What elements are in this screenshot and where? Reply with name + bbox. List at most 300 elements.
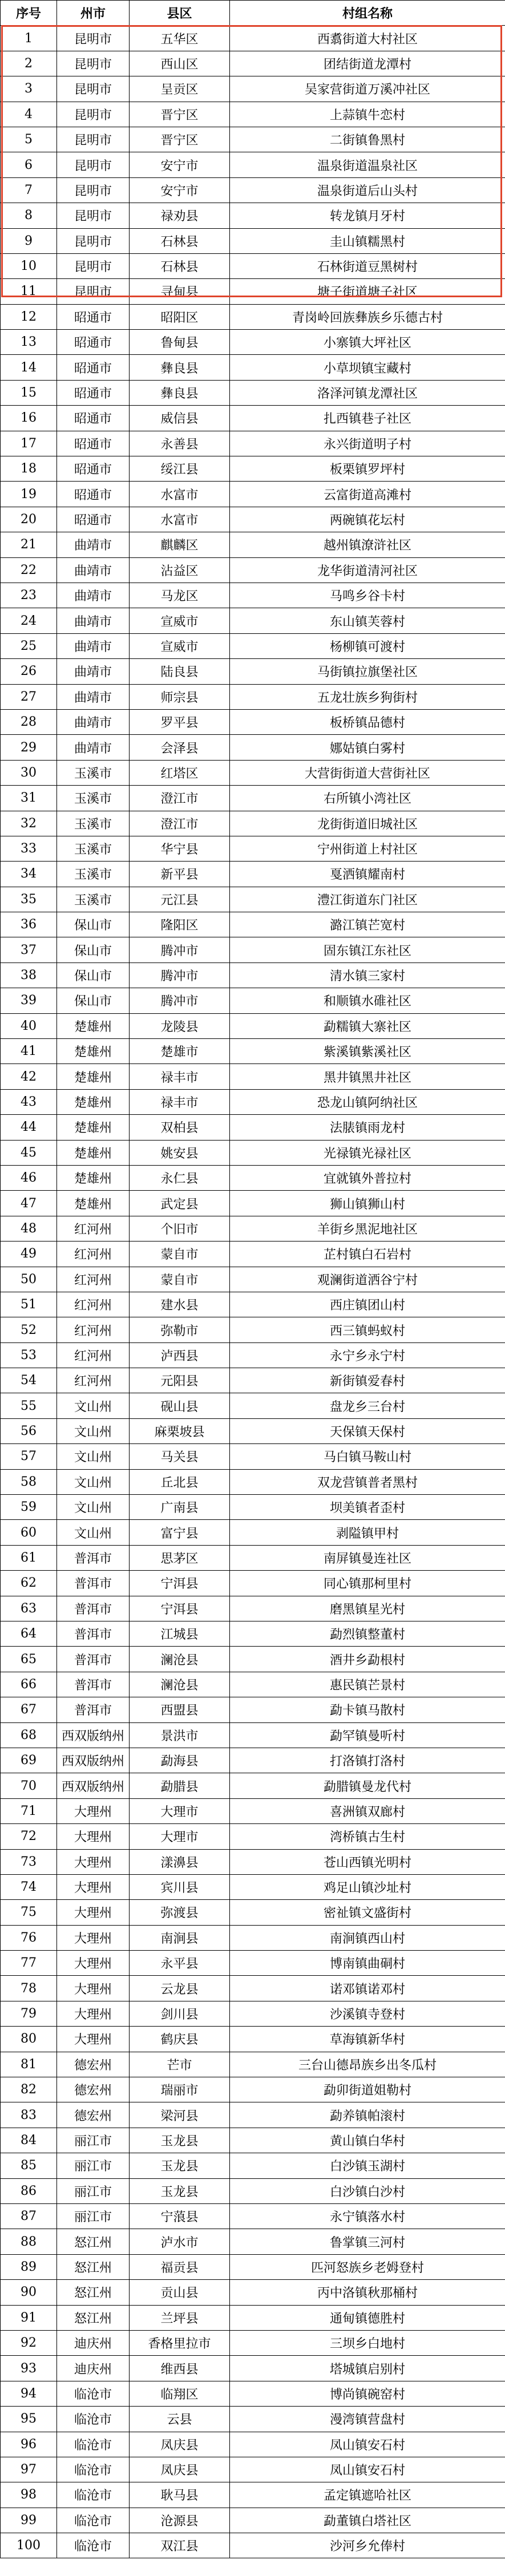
table-row	[1, 203, 505, 228]
cell-county: 凤庆县	[130, 2432, 230, 2457]
cell-county: 临翔区	[130, 2381, 230, 2406]
cell-serial-number: 98	[1, 2482, 57, 2508]
cell-county: 澜沧县	[130, 1647, 230, 1672]
table-row	[1, 1697, 505, 1722]
cell-serial-number: 49	[1, 1242, 57, 1267]
cell-county: 沾益区	[130, 557, 230, 583]
table-row	[1, 1798, 505, 1823]
cell-city: 红河州	[57, 1216, 130, 1241]
cell-county: 永仁县	[130, 1165, 230, 1190]
cell-county: 贡山县	[130, 2280, 230, 2305]
cell-serial-number: 60	[1, 1520, 57, 1545]
cell-serial-number: 37	[1, 937, 57, 963]
cell-county: 泸西县	[130, 1342, 230, 1368]
cell-county: 永善县	[130, 431, 230, 456]
cell-county: 弥渡县	[130, 1900, 230, 1925]
cell-city: 普洱市	[57, 1571, 130, 1596]
cell-city: 丽江市	[57, 2203, 130, 2229]
cell-county: 师宗县	[130, 684, 230, 709]
cell-city: 楚雄州	[57, 1039, 130, 1064]
table-row	[1, 760, 505, 785]
cell-serial-number: 58	[1, 1469, 57, 1494]
cell-village: 恐龙山镇阿纳社区	[230, 1089, 505, 1114]
table-row	[1, 1267, 505, 1292]
cell-serial-number: 80	[1, 2027, 57, 2052]
table-row	[1, 735, 505, 760]
table-row	[1, 633, 505, 658]
cell-village: 温泉街道后山头村	[230, 177, 505, 203]
cell-county: 南涧县	[130, 1925, 230, 1950]
header-city: 州市	[57, 1, 130, 26]
table-row	[1, 2407, 505, 2432]
cell-village: 澧江街道东门社区	[230, 887, 505, 912]
cell-serial-number: 72	[1, 1824, 57, 1849]
cell-serial-number: 86	[1, 2178, 57, 2203]
cell-village: 塘子街道塘子社区	[230, 279, 505, 304]
cell-county: 呈贡区	[130, 76, 230, 102]
cell-serial-number: 71	[1, 1798, 57, 1823]
cell-county: 凤庆县	[130, 2457, 230, 2482]
cell-county: 宁蒗县	[130, 2203, 230, 2229]
cell-village: 苍山西镇光明村	[230, 1849, 505, 1874]
cell-village: 坝美镇者歪村	[230, 1495, 505, 1520]
cell-county: 丘北县	[130, 1469, 230, 1494]
cell-serial-number: 68	[1, 1722, 57, 1748]
cell-serial-number: 66	[1, 1672, 57, 1697]
cell-county: 姚安县	[130, 1140, 230, 1165]
table-row	[1, 1292, 505, 1317]
cell-city: 楚雄州	[57, 1013, 130, 1038]
cell-city: 曲靖市	[57, 709, 130, 734]
cell-county: 元江县	[130, 887, 230, 912]
cell-serial-number: 31	[1, 786, 57, 811]
cell-city: 昭通市	[57, 406, 130, 431]
cell-serial-number: 41	[1, 1039, 57, 1064]
cell-county: 腾冲市	[130, 963, 230, 988]
table-row	[1, 279, 505, 304]
cell-village: 东山镇芙蓉村	[230, 608, 505, 633]
cell-city: 曲靖市	[57, 557, 130, 583]
table-row	[1, 2178, 505, 2203]
table-row	[1, 2001, 505, 2026]
cell-city: 玉溪市	[57, 862, 130, 887]
cell-county: 蒙自市	[130, 1242, 230, 1267]
cell-city: 大理州	[57, 1824, 130, 1849]
cell-village: 龙街街道旧城社区	[230, 811, 505, 836]
cell-village: 越州镇潦浒社区	[230, 532, 505, 557]
cell-serial-number: 8	[1, 203, 57, 228]
table-row	[1, 2128, 505, 2153]
table-row	[1, 2533, 505, 2558]
table-row	[1, 507, 505, 532]
cell-village: 南涧镇西山村	[230, 1925, 505, 1950]
cell-village: 勐糯镇大寨社区	[230, 1013, 505, 1038]
cell-serial-number: 36	[1, 912, 57, 937]
cell-city: 昆明市	[57, 76, 130, 102]
cell-village: 扎西镇巷子社区	[230, 406, 505, 431]
cell-serial-number: 45	[1, 1140, 57, 1165]
cell-serial-number: 79	[1, 2001, 57, 2026]
cell-serial-number: 92	[1, 2330, 57, 2355]
table-row	[1, 1545, 505, 1570]
cell-serial-number: 95	[1, 2407, 57, 2432]
table-row	[1, 1951, 505, 1976]
cell-village: 盘龙乡三台村	[230, 1393, 505, 1418]
cell-serial-number: 65	[1, 1647, 57, 1672]
table-row	[1, 1368, 505, 1393]
cell-serial-number: 77	[1, 1951, 57, 1976]
cell-county: 玉龙县	[130, 2153, 230, 2178]
table-row	[1, 709, 505, 734]
table-row	[1, 228, 505, 253]
cell-city: 昭通市	[57, 431, 130, 456]
table-row	[1, 1722, 505, 1748]
table-row	[1, 177, 505, 203]
cell-city: 文山州	[57, 1495, 130, 1520]
cell-county: 江城县	[130, 1621, 230, 1647]
table-row	[1, 862, 505, 887]
cell-serial-number: 23	[1, 583, 57, 608]
cell-serial-number: 10	[1, 253, 57, 278]
cell-city: 昆明市	[57, 26, 130, 51]
cell-county: 彝良县	[130, 355, 230, 380]
table-row	[1, 887, 505, 912]
cell-serial-number: 67	[1, 1697, 57, 1722]
cell-city: 迪庆州	[57, 2356, 130, 2381]
table-row	[1, 1469, 505, 1494]
cell-serial-number: 52	[1, 1317, 57, 1342]
cell-serial-number: 43	[1, 1089, 57, 1114]
table-row	[1, 2356, 505, 2381]
table-row	[1, 2254, 505, 2279]
cell-village: 鲁掌镇三河村	[230, 2229, 505, 2254]
cell-village: 草海镇新华村	[230, 2027, 505, 2052]
table-row	[1, 330, 505, 355]
cell-city: 红河州	[57, 1242, 130, 1267]
cell-city: 楚雄州	[57, 1140, 130, 1165]
cell-city: 普洱市	[57, 1697, 130, 1722]
table-row	[1, 912, 505, 937]
table-row	[1, 2153, 505, 2178]
cell-county: 澜沧县	[130, 1672, 230, 1697]
header-serial-number: 序号	[1, 1, 57, 26]
cell-county: 广南县	[130, 1495, 230, 1520]
cell-village: 沙河乡允俸村	[230, 2533, 505, 2558]
cell-village: 孟定镇遮哈社区	[230, 2482, 505, 2508]
table-row	[1, 1647, 505, 1672]
cell-city: 文山州	[57, 1520, 130, 1545]
cell-serial-number: 73	[1, 1849, 57, 1874]
cell-city: 昭通市	[57, 482, 130, 507]
cell-serial-number: 90	[1, 2280, 57, 2305]
table-row	[1, 2229, 505, 2254]
cell-city: 德宏州	[57, 2052, 130, 2077]
cell-village: 勐罕镇曼听村	[230, 1722, 505, 1748]
table-row	[1, 2027, 505, 2052]
table-row	[1, 1444, 505, 1469]
cell-city: 昭通市	[57, 456, 130, 482]
table-row	[1, 253, 505, 278]
cell-serial-number: 94	[1, 2381, 57, 2406]
cell-county: 富宁县	[130, 1520, 230, 1545]
cell-village: 娜姑镇白雾村	[230, 735, 505, 760]
cell-city: 玉溪市	[57, 786, 130, 811]
cell-village: 杨柳镇可渡村	[230, 633, 505, 658]
table-row	[1, 2203, 505, 2229]
cell-county: 会泽县	[130, 735, 230, 760]
table-row	[1, 1773, 505, 1798]
cell-village: 白沙镇白沙村	[230, 2178, 505, 2203]
cell-village: 磨黑镇星光村	[230, 1596, 505, 1621]
cell-county: 沧源县	[130, 2508, 230, 2533]
table-row	[1, 1393, 505, 1418]
cell-city: 西双版纳州	[57, 1773, 130, 1798]
table-row	[1, 2457, 505, 2482]
cell-county: 宁洱县	[130, 1571, 230, 1596]
cell-city: 普洱市	[57, 1647, 130, 1672]
cell-county: 晋宁区	[130, 127, 230, 152]
cell-serial-number: 1	[1, 26, 57, 51]
cell-village: 羊街乡黑泥地社区	[230, 1216, 505, 1241]
table-row	[1, 1039, 505, 1064]
table-row	[1, 1013, 505, 1038]
cell-county: 威信县	[130, 406, 230, 431]
table-row	[1, 2381, 505, 2406]
cell-serial-number: 15	[1, 380, 57, 405]
cell-serial-number: 48	[1, 1216, 57, 1241]
cell-village: 通甸镇德胜村	[230, 2305, 505, 2330]
cell-village: 勐董镇白塔社区	[230, 2508, 505, 2533]
cell-serial-number: 42	[1, 1064, 57, 1089]
cell-village: 永兴街道明子村	[230, 431, 505, 456]
cell-serial-number: 76	[1, 1925, 57, 1950]
table-row	[1, 1418, 505, 1443]
cell-serial-number: 51	[1, 1292, 57, 1317]
cell-county: 永平县	[130, 1951, 230, 1976]
cell-county: 双江县	[130, 2533, 230, 2558]
cell-village: 观澜街道洒谷宁村	[230, 1267, 505, 1292]
cell-county: 西山区	[130, 51, 230, 76]
cell-city: 楚雄州	[57, 1115, 130, 1140]
cell-village: 大营街街道大营街社区	[230, 760, 505, 785]
cell-serial-number: 64	[1, 1621, 57, 1647]
cell-city: 曲靖市	[57, 735, 130, 760]
cell-village: 两碗镇花坛村	[230, 507, 505, 532]
cell-serial-number: 28	[1, 709, 57, 734]
cell-serial-number: 56	[1, 1418, 57, 1443]
cell-county: 绥江县	[130, 456, 230, 482]
cell-county: 鹤庆县	[130, 2027, 230, 2052]
cell-city: 临沧市	[57, 2432, 130, 2457]
cell-village: 密祉镇文盛街村	[230, 1900, 505, 1925]
table-row	[1, 355, 505, 380]
table-row	[1, 456, 505, 482]
cell-serial-number: 33	[1, 836, 57, 861]
cell-village: 湾桥镇古生村	[230, 1824, 505, 1849]
cell-county: 马龙区	[130, 583, 230, 608]
cell-county: 石林县	[130, 253, 230, 278]
table-row	[1, 1621, 505, 1647]
cell-serial-number: 40	[1, 1013, 57, 1038]
table-row	[1, 608, 505, 633]
cell-county: 安宁市	[130, 152, 230, 177]
cell-serial-number: 59	[1, 1495, 57, 1520]
cell-serial-number: 4	[1, 102, 57, 127]
cell-village: 洛泽河镇龙潭社区	[230, 380, 505, 405]
cell-serial-number: 30	[1, 760, 57, 785]
cell-county: 耿马县	[130, 2482, 230, 2508]
cell-village: 潞江镇芒宽村	[230, 912, 505, 937]
cell-village: 惠民镇芒景村	[230, 1672, 505, 1697]
cell-city: 昆明市	[57, 253, 130, 278]
cell-county: 玉龙县	[130, 2178, 230, 2203]
cell-serial-number: 35	[1, 887, 57, 912]
cell-county: 梁河县	[130, 2102, 230, 2128]
cell-village: 双龙营镇普者黑村	[230, 1469, 505, 1494]
cell-county: 宣威市	[130, 633, 230, 658]
cell-serial-number: 62	[1, 1571, 57, 1596]
table-row	[1, 51, 505, 76]
cell-village: 法脿镇雨龙村	[230, 1115, 505, 1140]
header-county: 县区	[130, 1, 230, 26]
cell-county: 建水县	[130, 1292, 230, 1317]
cell-village: 固东镇江东社区	[230, 937, 505, 963]
cell-city: 临沧市	[57, 2407, 130, 2432]
table-row	[1, 1342, 505, 1368]
cell-county: 麻栗坡县	[130, 1418, 230, 1443]
table-row	[1, 1925, 505, 1950]
cell-village: 勐卯街道姐勒村	[230, 2077, 505, 2102]
cell-serial-number: 69	[1, 1748, 57, 1773]
table-row	[1, 1900, 505, 1925]
cell-county: 大理市	[130, 1798, 230, 1823]
cell-city: 大理州	[57, 1951, 130, 1976]
cell-city: 怒江州	[57, 2305, 130, 2330]
cell-city: 昆明市	[57, 177, 130, 203]
cell-county: 华宁县	[130, 836, 230, 861]
table-row	[1, 963, 505, 988]
cell-serial-number: 81	[1, 2052, 57, 2077]
cell-city: 玉溪市	[57, 836, 130, 861]
cell-serial-number: 14	[1, 355, 57, 380]
cell-city: 大理州	[57, 1976, 130, 2001]
cell-serial-number: 84	[1, 2128, 57, 2153]
cell-village: 酒井乡勐根村	[230, 1647, 505, 1672]
cell-village: 黄山镇白华村	[230, 2128, 505, 2153]
cell-city: 楚雄州	[57, 1089, 130, 1114]
table-row	[1, 102, 505, 127]
cell-serial-number: 88	[1, 2229, 57, 2254]
cell-county: 楚雄市	[130, 1039, 230, 1064]
cell-serial-number: 25	[1, 633, 57, 658]
cell-city: 大理州	[57, 1874, 130, 1899]
cell-county: 水富市	[130, 507, 230, 532]
cell-serial-number: 3	[1, 76, 57, 102]
cell-city: 文山州	[57, 1444, 130, 1469]
cell-county: 兰坪县	[130, 2305, 230, 2330]
table-row	[1, 1849, 505, 1874]
cell-serial-number: 34	[1, 862, 57, 887]
cell-county: 隆阳区	[130, 912, 230, 937]
cell-village: 团结街道龙潭村	[230, 51, 505, 76]
cell-county: 思茅区	[130, 1545, 230, 1570]
cell-city: 昭通市	[57, 304, 130, 329]
cell-serial-number: 11	[1, 279, 57, 304]
cell-village: 白沙镇玉湖村	[230, 2153, 505, 2178]
cell-serial-number: 78	[1, 1976, 57, 2001]
table-row	[1, 1140, 505, 1165]
cell-city: 临沧市	[57, 2381, 130, 2406]
cell-village: 勐养镇帕滚村	[230, 2102, 505, 2128]
header-row	[1, 1, 505, 26]
cell-city: 临沧市	[57, 2482, 130, 2508]
cell-village: 剥隘镇甲村	[230, 1520, 505, 1545]
cell-city: 临沧市	[57, 2457, 130, 2482]
cell-village: 上蒜镇牛恋村	[230, 102, 505, 127]
cell-village: 凤山镇安石村	[230, 2457, 505, 2482]
cell-county: 罗平县	[130, 709, 230, 734]
cell-village: 鸡足山镇沙址村	[230, 1874, 505, 1899]
cell-county: 水富市	[130, 482, 230, 507]
cell-serial-number: 55	[1, 1393, 57, 1418]
cell-village: 和顺镇水碓社区	[230, 988, 505, 1013]
cell-city: 楚雄州	[57, 1064, 130, 1089]
cell-village: 黑井镇黑井社区	[230, 1064, 505, 1089]
cell-county: 弥勒市	[130, 1317, 230, 1342]
cell-county: 泸水市	[130, 2229, 230, 2254]
table-row	[1, 304, 505, 329]
cell-serial-number: 54	[1, 1368, 57, 1393]
cell-city: 曲靖市	[57, 684, 130, 709]
cell-serial-number: 57	[1, 1444, 57, 1469]
cell-county: 石林县	[130, 228, 230, 253]
cell-serial-number: 97	[1, 2457, 57, 2482]
cell-village: 马鸣乡谷卡村	[230, 583, 505, 608]
cell-city: 楚雄州	[57, 1165, 130, 1190]
cell-serial-number: 22	[1, 557, 57, 583]
cell-serial-number: 17	[1, 431, 57, 456]
cell-serial-number: 47	[1, 1191, 57, 1216]
cell-city: 怒江州	[57, 2229, 130, 2254]
table-row	[1, 583, 505, 608]
cell-serial-number: 27	[1, 684, 57, 709]
cell-city: 昆明市	[57, 279, 130, 304]
cell-county: 寻甸县	[130, 279, 230, 304]
cell-village: 打洛镇打洛村	[230, 1748, 505, 1773]
cell-village: 西翥街道大村社区	[230, 26, 505, 51]
table-row	[1, 1317, 505, 1342]
cell-county: 禄丰市	[130, 1064, 230, 1089]
cell-county: 云县	[130, 2407, 230, 2432]
cell-village: 石林街道豆黑树村	[230, 253, 505, 278]
cell-village: 丙中洛镇秋那桶村	[230, 2280, 505, 2305]
cell-village: 同心镇那柯里村	[230, 1571, 505, 1596]
cell-city: 丽江市	[57, 2153, 130, 2178]
cell-city: 玉溪市	[57, 811, 130, 836]
cell-city: 昭通市	[57, 507, 130, 532]
cell-county: 禄劝县	[130, 203, 230, 228]
cell-village: 永宁镇落水村	[230, 2203, 505, 2229]
cell-county: 陆良县	[130, 659, 230, 684]
cell-village: 漫湾镇营盘村	[230, 2407, 505, 2432]
cell-city: 大理州	[57, 1900, 130, 1925]
cell-city: 红河州	[57, 1292, 130, 1317]
cell-serial-number: 91	[1, 2305, 57, 2330]
cell-serial-number: 85	[1, 2153, 57, 2178]
cell-serial-number: 29	[1, 735, 57, 760]
table-row	[1, 76, 505, 102]
cell-village: 沙溪镇寺登村	[230, 2001, 505, 2026]
